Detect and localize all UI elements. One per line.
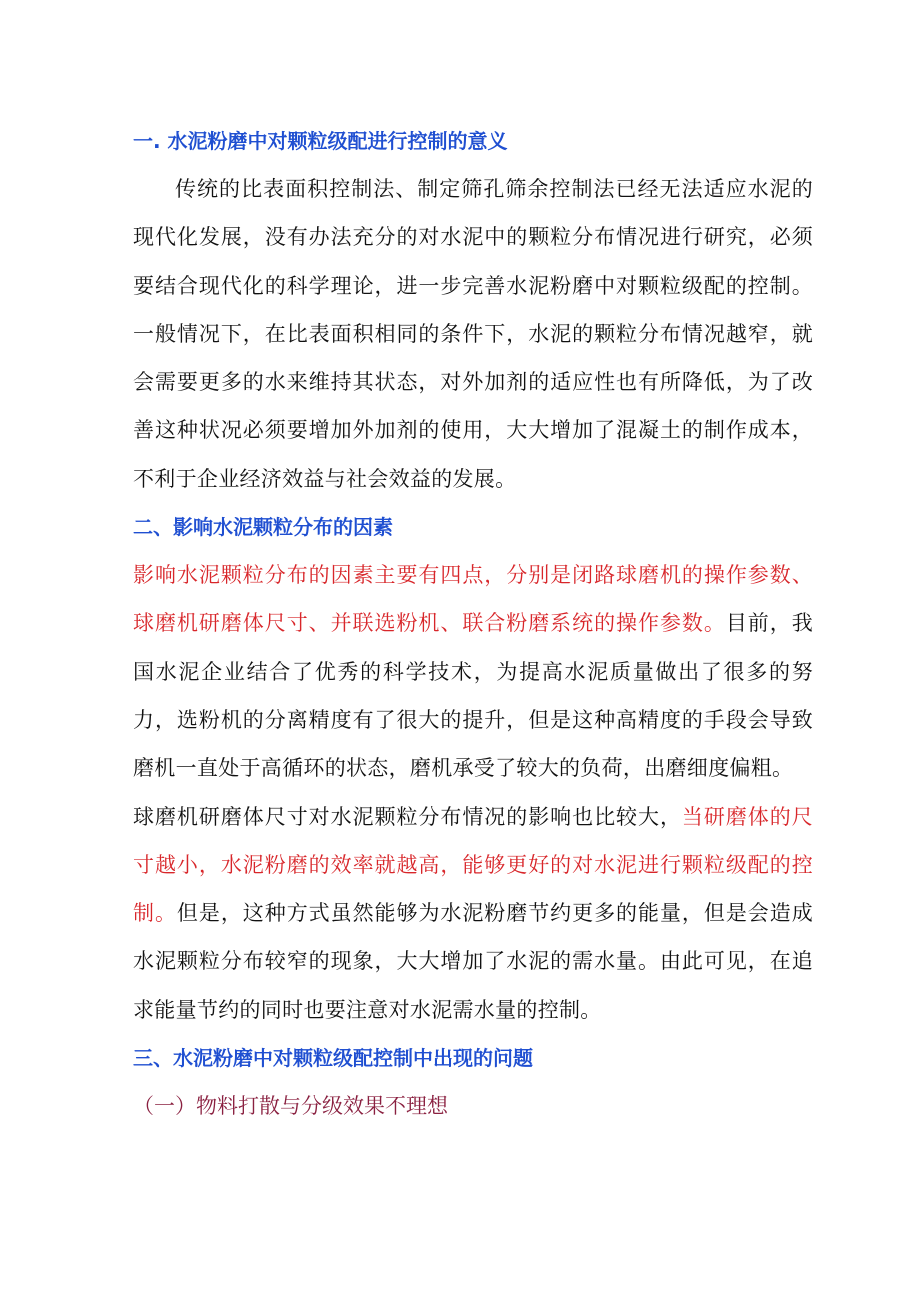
- section-2-paragraph-2: [133, 793, 813, 1034]
- document-content: [133, 117, 813, 1130]
- highlighted-text: 影响水泥颗粒分布的因素主要有四点，分别是闭路球磨机的操作参数、球磨机研磨体尺寸、并联选粉机、联合粉磨系统的操作参数。: [133, 563, 813, 636]
- section-1-paragraph: 传统的比表面积控制法、制定筛孔筛余控制法已经无法适应水泥的现代化发展，没有办法充分的对水泥中的颗粒分布情况进行研究，必须要结合现代化的科学理论，进一步完善水泥粉磨中对颗粒级配的控制。一般情况下，在比表面积相同的条件下，水泥的颗粒分布情况越窄，就会需要更多的水来维持其状态，对外加剂的适应性也有所降低，为了改善这种状况必须要增加外加剂的使用，大大增加了混凝土的制作成本，不利于企业经济效益与社会效益的发展。: [133, 177, 813, 491]
- section-2-paragraph-1: [133, 551, 813, 792]
- highlighted-text: 当研磨体的尺寸越小，水泥粉磨的效率就越高，能够更好的对水泥进行颗粒级配的控制。: [133, 804, 813, 926]
- section-2-heading: 二、影响水泥颗粒分布的因素: [133, 515, 393, 540]
- section-3-subheading-1: （一）物料打散与分级效果不理想: [133, 1094, 448, 1119]
- body-text: 球磨机研磨体尺寸对水泥颗粒分布情况的影响也比较大，: [133, 804, 682, 829]
- section-3-heading: 三、水泥粉磨中对颗粒级配控制中出现的问题: [133, 1046, 533, 1071]
- section-1-heading: 一. 水泥粉磨中对颗粒级配进行控制的意义: [133, 129, 508, 153]
- body-text: 但是，这种方式虽然能够为水泥粉磨节约更多的能量，但是会造成水泥颗粒分布较窄的现象，大大增加了水泥的需水量。由此可见，在追求能量节约的同时也要注意对水泥需水量的控制。: [133, 901, 813, 1022]
- body-text: 目前，我国水泥企业结合了优秀的科学技术，为提高水泥质量做出了很多的努力，选粉机的分离精度有了很大的提升，但是这种高精度的手段会导致磨机一直处于高循环的状态，磨机承受了较大的负荷，出磨细度偏粗。: [133, 611, 813, 781]
